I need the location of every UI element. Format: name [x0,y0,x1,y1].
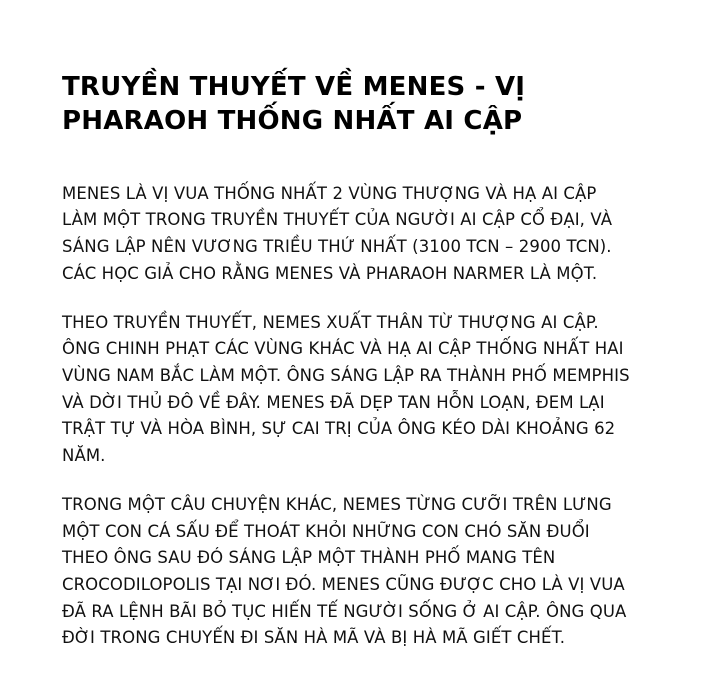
body-paragraph: TRONG MỘT CÂU CHUYỆN KHÁC, NEMES TỪNG CƯỠI TRÊN LƯNG MỘT CON CÁ SẤU ĐỂ THOÁT KHỎI NHỮNG CON CHÓ SĂN ĐUỔI THEO ÔNG SAU ĐÓ SÁNG LẬP MỘT THÀNH PHỐ MANG TÊN CROCODILOPOLIS TẠI NƠI ĐÓ. MENES CŨNG ĐƯỢC CHO LÀ VỊ VUA ĐÃ RA LỆNH BÃI BỎ TỤC HIẾN TẾ NGƯỜI SỐNG Ở AI CẬP. ÔNG QUA ĐỜI TRONG CHUYẾN ĐI SĂN HÀ MÃ VÀ BỊ HÀ MÃ GIẾT CHẾT. [62,494,627,648]
document-body [62,181,637,653]
body-paragraph: MENES LÀ VỊ VUA THỐNG NHẤT 2 VÙNG THƯỢNG VÀ HẠ AI CẬP LÀM MỘT TRONG TRUYỀN THUYẾT CỦA NGƯỜI AI CẬP CỔ ĐẠI, VÀ SÁNG LẬP NÊN VƯƠNG TRIỀU THỨ NHẤT (3100 TCN – 2900 TCN). CÁC HỌC GIẢ CHO RẰNG MENES VÀ PHARAOH NARMER LÀ MỘT. [62,183,613,283]
page-title: TRUYỀN THUYẾT VỀ MENES - VỊ PHARAOH THỐNG NHẤT AI CẬP [62,72,526,137]
body-paragraph: THEO TRUYỀN THUYẾT, NEMES XUẤT THÂN TỪ THƯỢNG AI CẬP. ÔNG CHINH PHẠT CÁC VÙNG KHÁC VÀ HẠ AI CẬP THỐNG NHẤT HAI VÙNG NAM BẮC LÀM MỘT. ÔNG SÁNG LẬP RA THÀNH PHỐ MEMPHIS VÀ DỜI THỦ ĐÔ VỀ ĐÂY. MENES ĐÃ DẸP TAN HỖN LOẠN, ĐEM LẠI TRẬT TỰ VÀ HÒA BÌNH, SỰ CAI TRỊ CỦA ÔNG KÉO DÀI KHOẢNG 62 NĂM. [62,312,630,466]
